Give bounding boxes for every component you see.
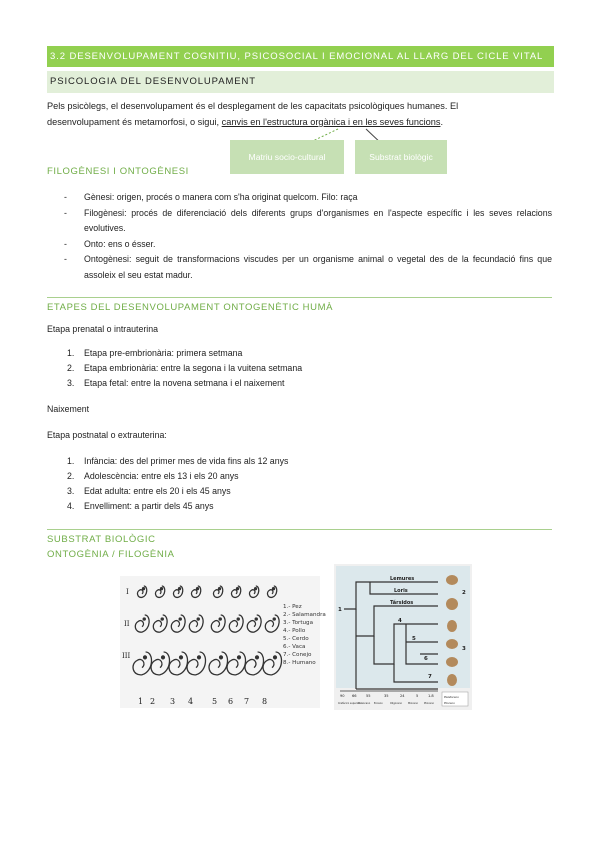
axis-label: Mioceno [408, 702, 418, 705]
embryo-eye [238, 656, 241, 659]
embryo-shape [153, 615, 167, 632]
list-item: - Gènesi: origen, procés o manera com s'ha originat quelcom. Filo: raça [47, 190, 552, 206]
etapes-title: ETAPES DEL DESENVOLUPAMENT ONTOGENÈTIC HUMÀ [47, 302, 334, 313]
list-item: 3. Etapa fetal: entre la novena setmana i el naixement [67, 378, 285, 388]
legend-item: 4.- Pollo [283, 628, 306, 634]
row-label: II [124, 620, 130, 628]
legend-item: 6.- Vaca [283, 644, 306, 650]
list-item: - Ontogènesi: seguit de transformacions viscudes per un organisme animal o vegetal des de la fecundació fins que assoleix el seu estat madur. [47, 252, 552, 283]
postnatal-label: Etapa postnatal o extrauterina: [47, 430, 167, 440]
column-number: 2 [150, 697, 156, 706]
embryo-shape [189, 615, 203, 632]
substrat-subtitle: ONTOGÈNIA / FILOGÈNIA [47, 549, 175, 560]
legend-item: 1.- Pez [283, 604, 302, 610]
embryo-eye [274, 656, 277, 659]
embryo-shape [211, 615, 225, 632]
intro-line-2: desenvolupament és metamorfosi, o sigui, canvis en l'estructura orgànica i en les seves funcions. [47, 117, 444, 127]
node-number: 2 [462, 590, 466, 596]
box-substrat-biologic: Substrat biològic [355, 140, 447, 174]
axis-label: Plioceno [424, 702, 434, 705]
divider [47, 297, 552, 298]
embryo-eye [255, 618, 257, 620]
axis-label: Cretácico superior [338, 702, 360, 705]
embryo-shape [171, 615, 185, 632]
embryo-eye [220, 656, 223, 659]
embryo-eye [273, 618, 275, 620]
embryo-eye [237, 588, 239, 590]
embryo-eye [143, 588, 145, 590]
embryo-figure [120, 576, 326, 708]
embryo-eye [197, 618, 199, 620]
list-item: - Filogènesi: procés de diferenciació dels diferents grups d'organismes en l'aspecte específic i les seves relacions evolutives. [47, 206, 552, 237]
section-header: 3.2 DESENVOLUPAMENT COGNITIU, PSICOSOCIAL I EMOCIONAL AL LLARG DEL CICLE VITAL [47, 46, 554, 67]
embryo-eye [161, 588, 163, 590]
embryo-shape [227, 652, 245, 675]
embryo-shape [265, 615, 279, 632]
embryo-shape [151, 652, 169, 675]
embryo-eye [180, 656, 183, 659]
list-item: 2. Adolescència: entre els 13 i els 20 anys [67, 471, 239, 481]
box-matriu-socio-cultural: Matriu socio-cultural [230, 140, 344, 174]
list-item: 4. Envelliment: a partir dels 45 anys [67, 501, 214, 511]
axis-tick: 5 [416, 694, 419, 698]
axis-tick: 35 [384, 694, 389, 698]
embryo-eye [144, 656, 147, 659]
axis-label: Oligoceno [390, 702, 402, 705]
intro-underlined: canvis en l'estructura orgànica i en les seves funcions [221, 117, 441, 127]
embryo-shape [229, 615, 243, 632]
embryo-eye [143, 618, 145, 620]
naixement-label: Naixement [47, 404, 90, 414]
column-number: 8 [262, 697, 268, 706]
legend-item: 7.- Conejo [283, 652, 312, 658]
embryo-shape [156, 586, 165, 597]
embryo-eye [237, 618, 239, 620]
embryo-shape [232, 586, 241, 597]
axis-tick: 24 [400, 694, 405, 698]
axis-tick: 90 [340, 694, 345, 698]
taxon-label: Lemures [390, 576, 415, 582]
embryo-drawing [120, 576, 326, 708]
embryo-eye [256, 656, 259, 659]
list-item: 1. Infància: des del primer mes de vida fins als 12 anys [67, 456, 289, 466]
axis-tick: 1.8 [428, 694, 434, 698]
axis-label: Paleoceno [358, 702, 371, 705]
embryo-shape [192, 586, 201, 597]
substrat-title: SUBSTRAT BIOLÒGIC [47, 534, 156, 545]
embryo-shape [174, 586, 183, 597]
filogenesi-title: FILOGÈNESI I ONTOGÈNESI [47, 166, 189, 177]
embryo-shape [247, 615, 261, 632]
embryo-shape [250, 586, 259, 597]
node-number: 3 [462, 646, 466, 652]
subsection-header: PSICOLOGIA DEL DESENVOLUPAMENT [47, 71, 554, 93]
legend-item: 8.- Humano [283, 660, 316, 666]
phylogeny-drawing [334, 564, 472, 710]
embryo-shape [138, 586, 147, 597]
taxon-label: Loris [394, 588, 408, 594]
embryo-shape [187, 652, 205, 675]
column-number: 6 [228, 697, 234, 706]
embryo-eye [179, 618, 181, 620]
embryo-eye [161, 618, 163, 620]
embryo-eye [255, 588, 257, 590]
prenatal-list [47, 346, 552, 391]
embryo-eye [219, 588, 221, 590]
column-number: 1 [138, 697, 144, 706]
tree-legend-item: Pleistoceno [444, 696, 459, 699]
embryo-eye [219, 618, 221, 620]
axis-tick: 55 [366, 694, 371, 698]
embryo-eye [273, 588, 275, 590]
phylogeny-figure [334, 564, 472, 710]
legend-item: 5.- Cerdo [283, 636, 309, 642]
tree-legend-item: Plioceno [444, 702, 455, 705]
axis-label: Eoceno [374, 702, 383, 705]
filogenesi-list [47, 190, 552, 283]
embryo-shape [263, 652, 281, 675]
embryo-shape [133, 652, 151, 675]
column-number: 7 [244, 697, 250, 706]
column-number: 3 [170, 697, 176, 706]
intro-line-1: Pels psicòlegs, el desenvolupament és el desplegament de les capacitats psicològiques humanes. El [47, 101, 459, 111]
postnatal-list [47, 454, 552, 514]
embryo-shape [268, 586, 277, 597]
list-item: - Onto: ens o ésser. [47, 237, 552, 253]
row-label: III [122, 652, 131, 660]
taxon-label: Társidos [390, 600, 414, 606]
column-number: 5 [212, 697, 218, 706]
embryo-shape [135, 615, 149, 632]
prenatal-label: Etapa prenatal o intrauterina [47, 324, 159, 334]
embryo-eye [197, 588, 199, 590]
embryo-eye [198, 656, 201, 659]
axis-tick: 66 [352, 694, 357, 698]
column-number: 4 [188, 697, 194, 706]
node-number: 6 [424, 656, 428, 662]
node-number: 7 [428, 674, 432, 680]
embryo-eye [179, 588, 181, 590]
node-number: 4 [398, 618, 402, 624]
list-item: 3. Edat adulta: entre els 20 i els 45 anys [67, 486, 231, 496]
list-item: 1. Etapa pre-embrionària: primera setmana [67, 348, 243, 358]
embryo-shape [214, 586, 223, 597]
divider [47, 529, 552, 530]
node-number: 1 [338, 607, 342, 613]
node-number: 5 [412, 636, 416, 642]
row-label: I [126, 588, 129, 596]
list-item: 2. Etapa embrionària: entre la segona i la vuitena setmana [67, 363, 303, 373]
legend-item: 3.- Tortuga [283, 620, 314, 626]
embryo-shape [169, 652, 187, 675]
embryo-eye [162, 656, 165, 659]
embryo-shape [209, 652, 227, 675]
legend-item: 2.- Salamandra [283, 612, 326, 618]
embryo-shape [245, 652, 263, 675]
